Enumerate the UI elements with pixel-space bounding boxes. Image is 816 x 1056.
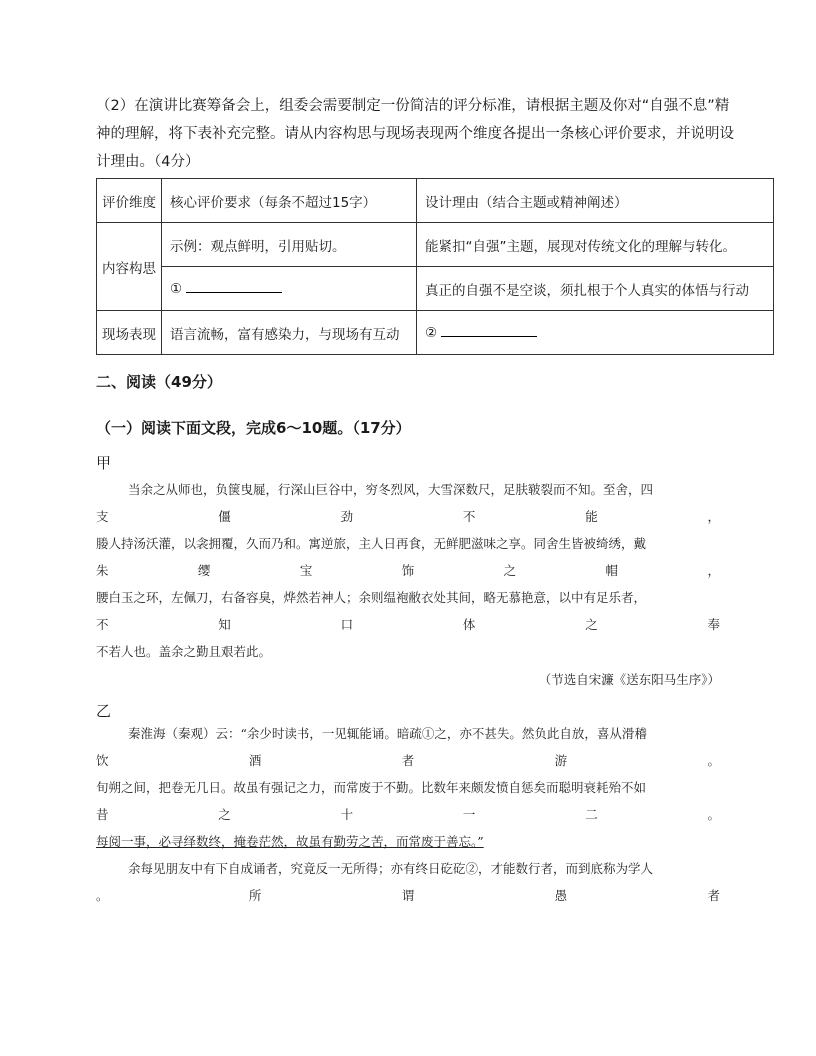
jia-line: 不若人也。盖余之勤且艰若此。 bbox=[96, 644, 272, 659]
jia-char: 知 bbox=[218, 617, 231, 632]
yi-char: 者 bbox=[401, 753, 415, 768]
jia-char: 之 bbox=[503, 563, 517, 578]
yi-char: 游 bbox=[554, 753, 568, 768]
yi-line bbox=[96, 887, 720, 905]
yi-line-underlined: 每阅一事，必寻绎数终，掩卷茫然，故虽有勤劳之苦，而常废于善忘。” bbox=[96, 834, 484, 849]
jia-line bbox=[96, 508, 720, 526]
jia-line bbox=[96, 616, 720, 634]
yi-char: 一 bbox=[462, 807, 476, 822]
jia-char: 饰 bbox=[401, 563, 415, 578]
question-line-3: 计理由。（4分） bbox=[96, 154, 200, 170]
dimension-performance: 现场表现 bbox=[97, 311, 162, 355]
question-line-1: （2）在演讲比赛筹备会上，组委会需要制定一份简洁的评分标准，请根据主题及你对“自强不息”精 bbox=[96, 98, 730, 114]
jia-char: 能 bbox=[585, 509, 598, 524]
source-citation: （节选自宋濂《送东阳马生序》） bbox=[538, 672, 720, 687]
jia-char: 僵 bbox=[218, 509, 231, 524]
yi-char: 。 bbox=[96, 888, 109, 903]
table-header: 评价维度 bbox=[97, 179, 162, 223]
answer-blank-1[interactable] bbox=[162, 267, 417, 311]
yi-line: 余每见朋友中有下自成诵者，究竟反一无所得；亦有终日矻矻②，才能数行者，而到底称为学人 bbox=[128, 861, 654, 876]
jia-char: 体 bbox=[462, 617, 476, 632]
yi-char: 之 bbox=[218, 807, 231, 822]
table-row bbox=[97, 311, 774, 355]
table-cell: 示例：观点鲜明，引用贴切。 bbox=[162, 223, 417, 267]
yi-char: 者 bbox=[707, 888, 720, 903]
blank-marker: ① bbox=[170, 281, 183, 297]
answer-blank-2[interactable] bbox=[417, 311, 774, 355]
jia-line: 媵人持汤沃灌，以衾拥覆，久而乃和。寓逆旅，主人日再食，无鲜肥滋味之享。同舍生皆被绮绣，戴 bbox=[96, 536, 647, 551]
yi-char: 谓 bbox=[401, 888, 415, 903]
jia-char: 支 bbox=[96, 509, 109, 524]
yi-char: 十 bbox=[340, 807, 354, 822]
blank-line bbox=[441, 324, 537, 337]
jia-char: 缨 bbox=[197, 563, 211, 578]
table-row bbox=[97, 267, 774, 311]
jia-char: ， bbox=[707, 509, 720, 524]
jia-line bbox=[96, 562, 720, 580]
blank-line bbox=[186, 280, 282, 293]
scoring-table bbox=[96, 178, 774, 355]
yi-char: 。 bbox=[707, 807, 720, 822]
jia-line: 腰白玉之环，左佩刀，右备容臭，烨然若神人；余则缊袍敝衣处其间，略无慕艳意，以中有足乐者， bbox=[96, 590, 647, 605]
jia-char: 劲 bbox=[340, 509, 354, 524]
jia-line: 当余之从师也，负箧曳屣，行深山巨谷中，穷冬烈风，大雪深数尺，足肤皲裂而不知。至舍，四 bbox=[128, 482, 654, 497]
jia-char: 朱 bbox=[96, 563, 109, 578]
passage-label-yi: 乙 bbox=[96, 702, 112, 720]
jia-char: 宝 bbox=[299, 563, 313, 578]
jia-char: 奉 bbox=[707, 617, 720, 632]
yi-char: 。 bbox=[707, 753, 720, 768]
yi-char: 愚 bbox=[554, 888, 568, 903]
yi-char: 酒 bbox=[248, 753, 262, 768]
dimension-content: 内容构思 bbox=[97, 223, 162, 311]
jia-char: 之 bbox=[585, 617, 598, 632]
yi-char: 二 bbox=[585, 807, 598, 822]
jia-char: ， bbox=[707, 563, 720, 578]
table-header-row bbox=[97, 179, 774, 223]
blank-marker: ② bbox=[425, 325, 438, 341]
yi-line bbox=[96, 806, 720, 824]
section-heading: 二、阅读（49分） bbox=[96, 373, 222, 391]
yi-line: 旬朔之间，把卷无几日。故虽有强记之力，而常废于不勤。比数年来颇发愤自惩矣而聪明衰耗殆不如 bbox=[96, 780, 647, 795]
jia-char: 帽 bbox=[605, 563, 619, 578]
table-cell: 语言流畅，富有感染力，与现场有互动 bbox=[162, 311, 417, 355]
part-heading: （一）阅读下面文段，完成6～10题。（17分） bbox=[96, 419, 411, 437]
yi-char: 饮 bbox=[96, 753, 109, 768]
table-header: 核心评价要求（每条不超过15字） bbox=[162, 179, 417, 223]
yi-line bbox=[96, 752, 720, 770]
yi-line: 秦淮海（秦观）云：“余少时读书，一见辄能诵。暗疏①之，亦不甚失。然负此自放，喜从滑稽 bbox=[128, 726, 647, 741]
table-row bbox=[97, 223, 774, 267]
passage-label-jia: 甲 bbox=[96, 454, 112, 472]
table-cell: 真正的自强不是空谈，须扎根于个人真实的体悟与行动 bbox=[417, 267, 774, 311]
jia-char: 口 bbox=[340, 617, 354, 632]
jia-char: 不 bbox=[96, 617, 109, 632]
table-cell: 能紧扣“自强”主题，展现对传统文化的理解与转化。 bbox=[417, 223, 774, 267]
yi-char: 所 bbox=[248, 888, 262, 903]
jia-char: 不 bbox=[462, 509, 476, 524]
question-line-2: 神的理解，将下表补充完整。请从内容构思与现场表现两个维度各提出一条核心评价要求，并说明设 bbox=[96, 126, 734, 142]
table-header: 设计理由（结合主题或精神阐述） bbox=[417, 179, 774, 223]
yi-char: 昔 bbox=[96, 807, 109, 822]
